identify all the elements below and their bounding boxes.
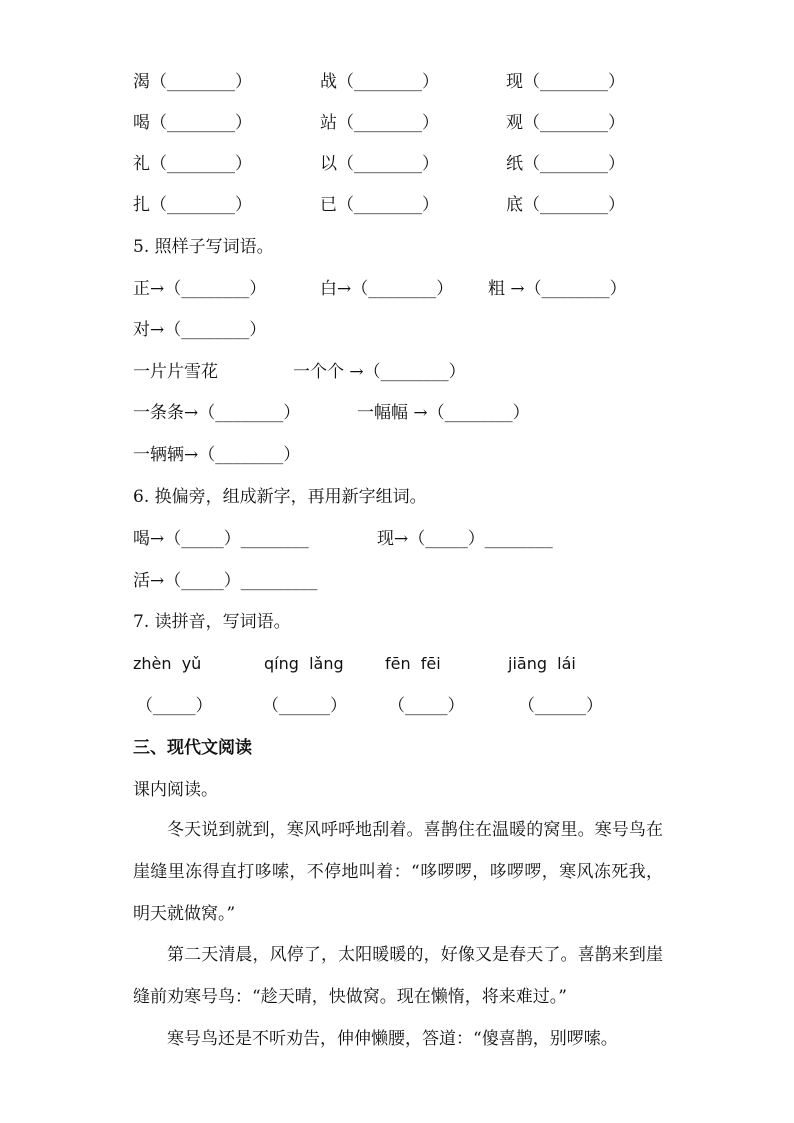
grid-cell: 以（________）: [320, 154, 439, 174]
q5-item: 一辆辆→（________）: [133, 445, 301, 465]
q6-item: 喝→（_____）________: [133, 529, 309, 549]
reading-paragraph: 冬天说到就到，寒风呼呼地刮着。喜鹊住在温暖的窝里。寒号鸟在崖缝里冻得直打哆嗦，不停地叫着：“哆啰啰，哆啰啰，寒风冻死我，明天就做窝。”: [133, 820, 663, 924]
grid-cell: 已（________）: [320, 195, 439, 215]
reading-intro: 课内阅读。: [133, 780, 218, 800]
answer-blank: （_____）: [388, 696, 465, 716]
reading-paragraph: 第二天清晨，风停了，太阳暖暖的，好像又是春天了。喜鹊来到崖缝前劝寒号鸟：“趁天晴，快做窝。现在懒惰，将来难过。”: [133, 945, 663, 1007]
grid-cell: 纸（________）: [506, 154, 625, 174]
grid-cell: 站（________）: [320, 113, 439, 133]
grid-cell: 礼（________）: [133, 154, 252, 174]
q5-item: 粗 →（________）: [488, 279, 627, 299]
q5-item: 对→（________）: [133, 320, 267, 340]
q5-item: 白→（________）: [320, 279, 454, 299]
q6-item: 活→（_____）_________: [133, 571, 318, 591]
pinyin-label: fēn fēi: [385, 654, 441, 673]
q6-item: 现→（_____）________: [377, 529, 553, 549]
pinyin-label: zhèn yǔ: [133, 654, 202, 673]
grid-cell: 渴（________）: [133, 72, 252, 92]
question-5-title: 5. 照样子写词语。: [133, 237, 274, 257]
section-heading: 三、现代文阅读: [133, 738, 252, 758]
grid-cell: 战（________）: [320, 72, 439, 92]
pinyin-label: jiāng lái: [508, 654, 576, 673]
q5-item: 一幅幅 →（________）: [357, 403, 530, 423]
q5-example: 一片片雪花: [133, 362, 218, 382]
reading-paragraph: 寒号鸟还是不听劝告，伸伸懒腰，答道：“傻喜鹊，别啰嗦。: [167, 1029, 618, 1049]
grid-cell: 现（________）: [506, 72, 625, 92]
grid-cell: 底（________）: [506, 195, 625, 215]
answer-blank: （______）: [262, 696, 347, 716]
q5-item: 一条条→（________）: [133, 403, 301, 423]
grid-cell: 扎（________）: [133, 195, 252, 215]
grid-cell: 观（________）: [506, 113, 625, 133]
question-7-title: 7. 读拼音，写词语。: [133, 612, 291, 632]
q5-item: 正→（________）: [133, 279, 267, 299]
question-6-title: 6. 换偏旁，组成新字，再用新字组词。: [133, 487, 427, 507]
pinyin-label: qíng lǎng: [264, 654, 344, 673]
grid-cell: 喝（________）: [133, 113, 252, 133]
answer-blank: （______）: [518, 696, 603, 716]
q5-item: 一个个 →（________）: [293, 362, 466, 382]
answer-blank: （_____）: [136, 696, 213, 716]
